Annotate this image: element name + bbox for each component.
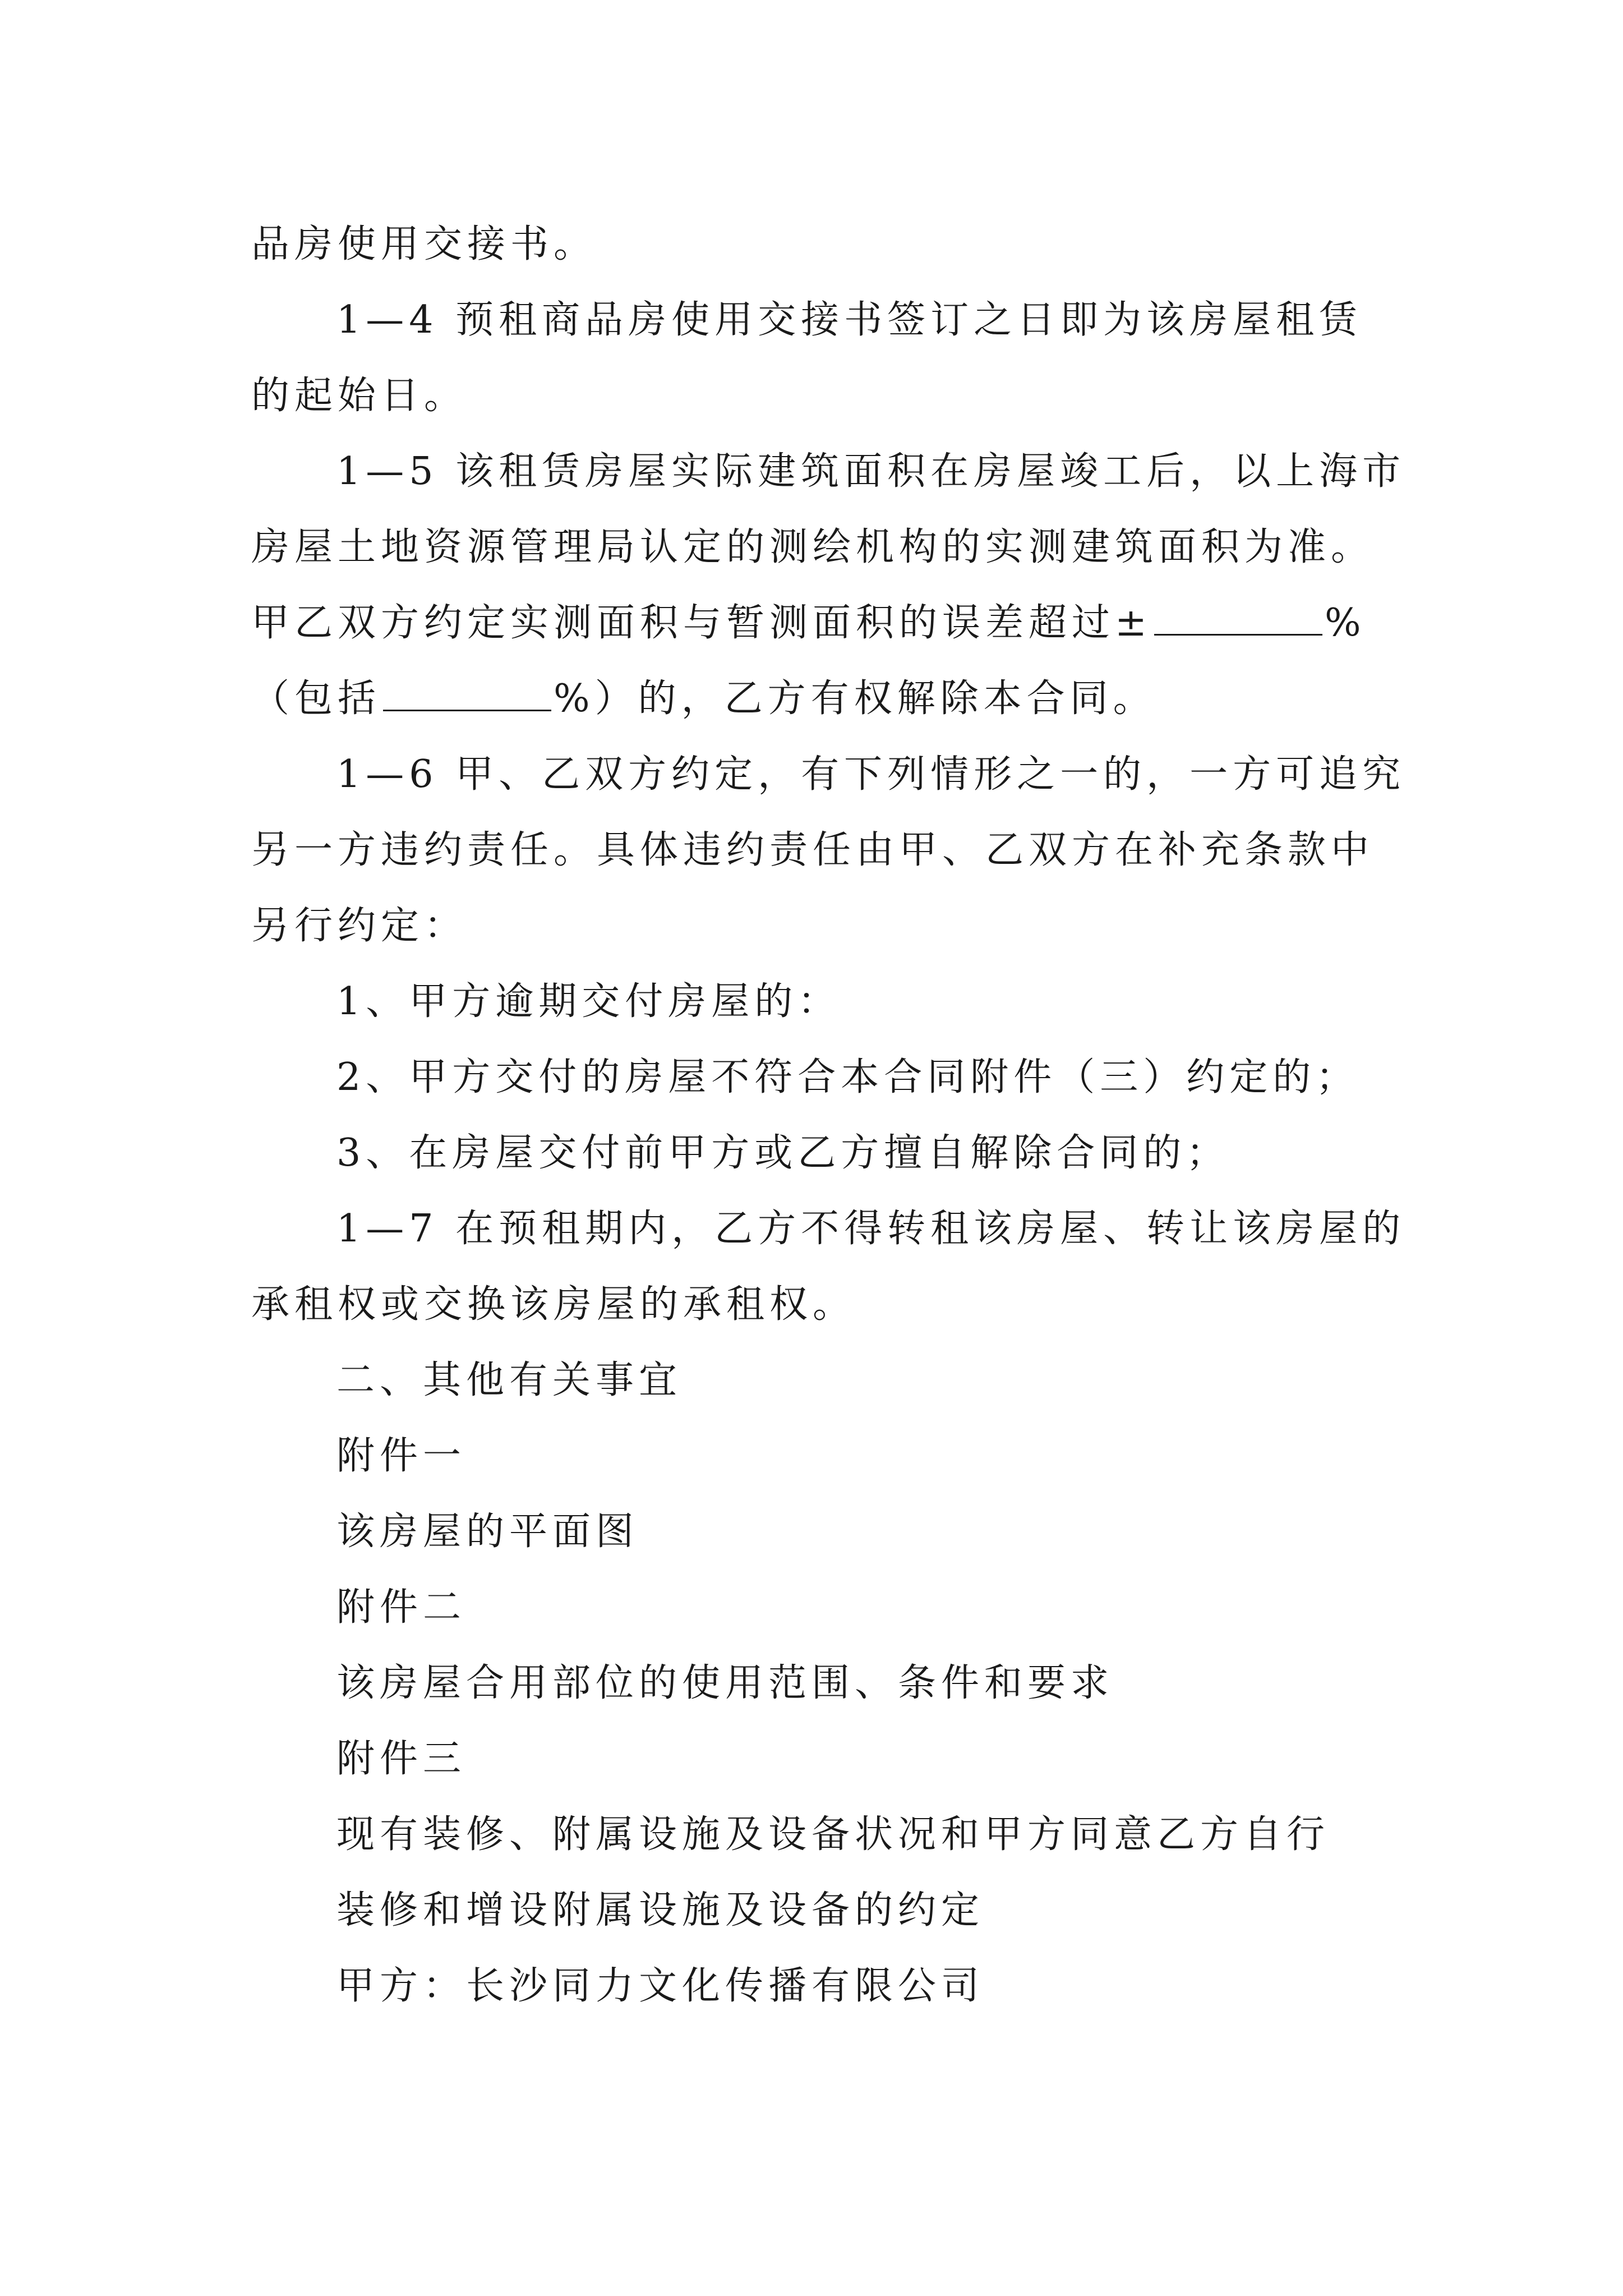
fill-in-blank[interactable] bbox=[1154, 600, 1322, 636]
attachment-title: 附件一 bbox=[336, 1434, 467, 1478]
clause-1-5: 1—5 该租赁房屋实际建筑面积在房屋竣工后，以上海市 bbox=[336, 449, 1406, 494]
attachment-description: 现有装修、附属设施及设备状况和甲方同意乙方自行 bbox=[336, 1812, 1330, 1857]
clause-1-4: 1—4 预租商品房使用交接书签订之日即为该房屋租赁 bbox=[336, 298, 1363, 342]
list-item: 3、在房屋交付前甲方或乙方擅自解除合同的； bbox=[336, 1131, 1230, 1175]
text-line: 的起始日。 bbox=[251, 374, 468, 418]
text-line: 另行约定： bbox=[251, 904, 468, 948]
text-line-with-blank: 甲乙双方约定实测面积与暂测面积的误差超过± % bbox=[251, 601, 1366, 645]
attachment-description: 装修和增设附属设施及设备的约定 bbox=[336, 1888, 985, 1932]
fill-in-blank[interactable] bbox=[383, 676, 551, 711]
clause-1-7: 1—7 在预租期内，乙方不得转租该房屋、转让该房屋的 bbox=[336, 1207, 1406, 1251]
list-item: 2、甲方交付的房屋不符合本合同附件（三）约定的； bbox=[336, 1055, 1359, 1099]
list-item: 1、甲方逾期交付房屋的： bbox=[336, 979, 841, 1024]
section-heading: 二、其他有关事宜 bbox=[336, 1358, 683, 1402]
attachment-description: 该房屋的平面图 bbox=[336, 1510, 639, 1554]
party-a-signature: 甲方：长沙同力文化传播有限公司 bbox=[336, 1964, 985, 2008]
text-line: 另一方违约责任。具体违约责任由甲、乙双方在补充条款中 bbox=[251, 828, 1375, 872]
attachment-title: 附件二 bbox=[336, 1585, 467, 1630]
text-line: 承租权或交换该房屋的承租权。 bbox=[251, 1282, 856, 1327]
text-line: 品房使用交接书。 bbox=[251, 222, 597, 266]
attachment-title: 附件三 bbox=[336, 1737, 467, 1781]
text-line: 房屋土地资源管理局认定的测绘机构的实测建筑面积为准。 bbox=[251, 525, 1375, 569]
attachment-description: 该房屋合用部位的使用范围、条件和要求 bbox=[336, 1661, 1114, 1705]
clause-1-6: 1—6 甲、乙双方约定，有下列情形之一的，一方可追究 bbox=[336, 752, 1406, 797]
text-line-with-blank: （包括 %）的，乙方有权解除本合同。 bbox=[251, 677, 1156, 721]
